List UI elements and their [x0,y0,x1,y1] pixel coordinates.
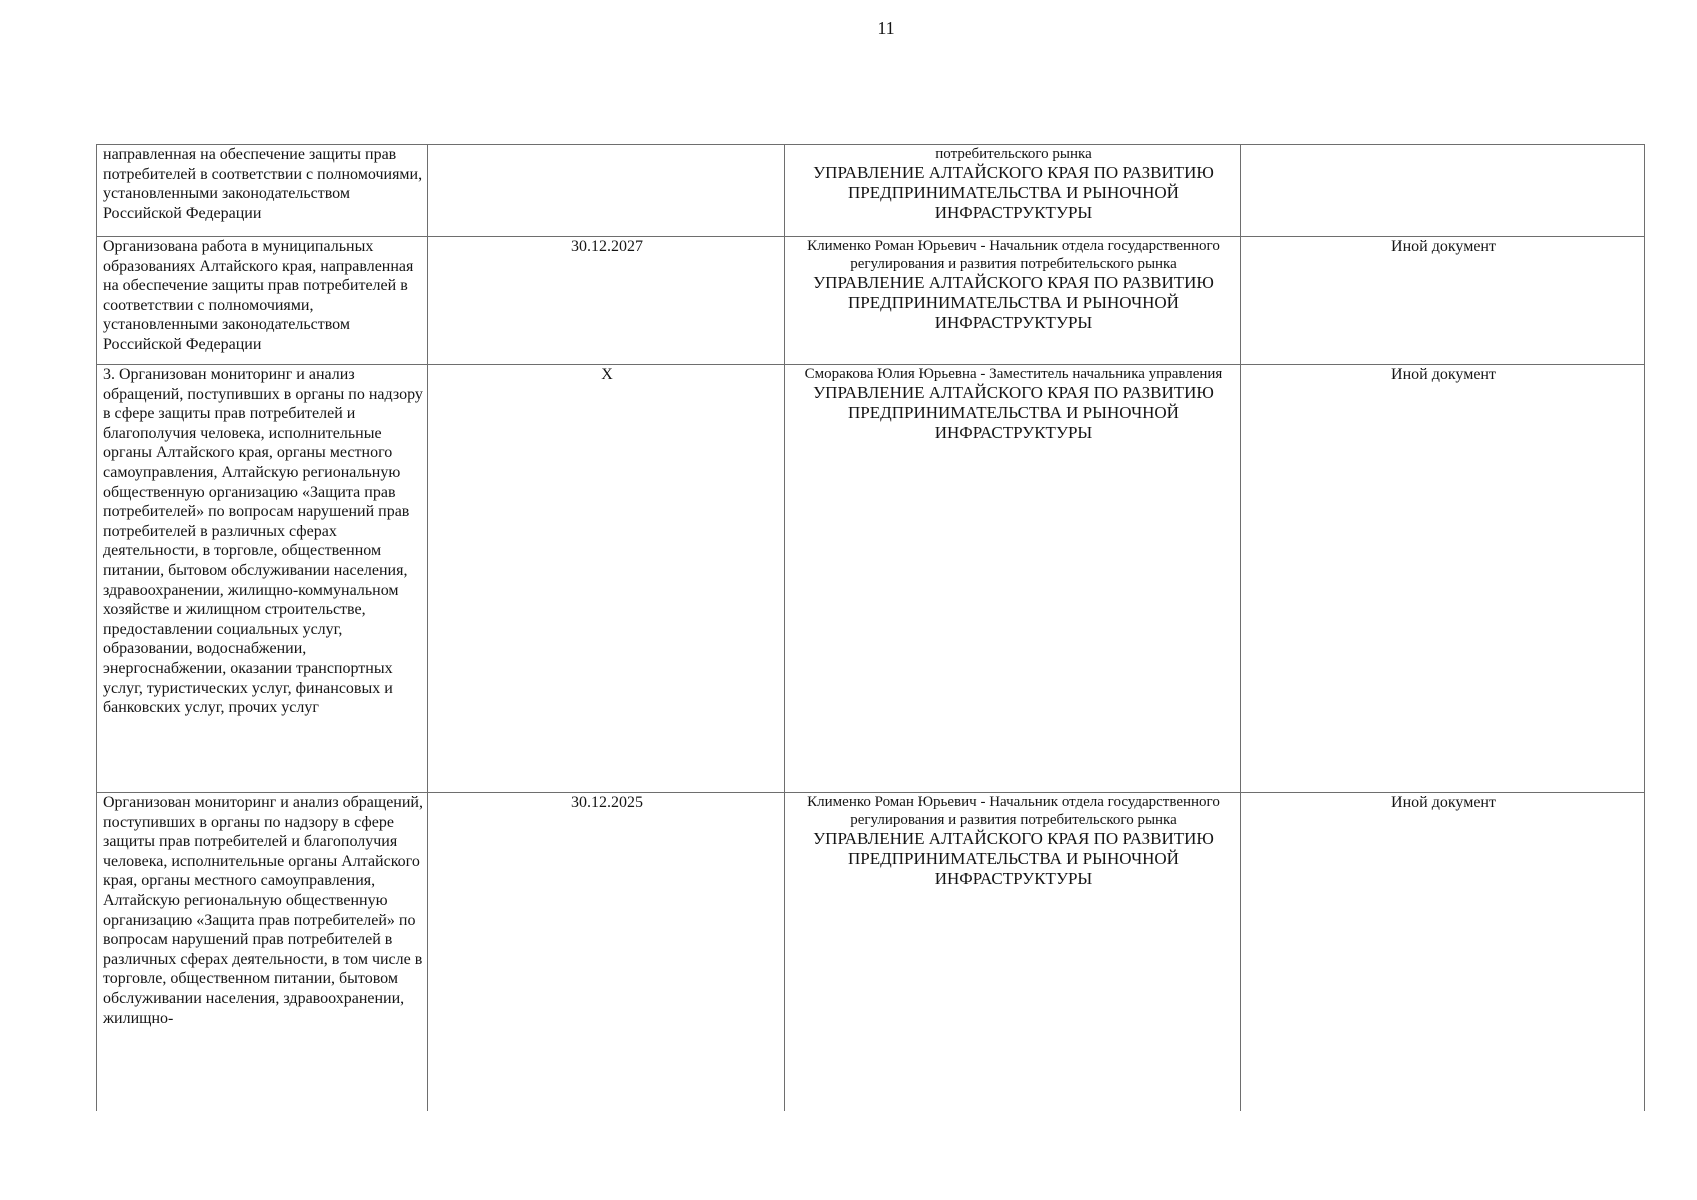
responsible-org: УПРАВЛЕНИЕ АЛТАЙСКОГО КРАЯ ПО РАЗВИТИЮ ПРЕДПРИНИМАТЕЛЬСТВА И РЫНОЧНОЙ ИНФРАСТРУКТУРЫ [813,383,1214,442]
responsible-person: Клименко Роман Юрьевич - Начальник отдела государственного регулирования и развития потребительского рынка [807,238,1220,272]
responsible-cell [785,145,1241,237]
result-cell: Организован мониторинг и анализ обращений, поступивших в органы по надзору в сфере защиты прав потребителей и благополучия человека, исполнительные органы Алтайского края, органы местного самоуправления, Алтайскую региональную общественную организацию «Защита прав потребителей» по вопросам нарушений прав потребителей в различных сферах деятельности, в том числе в торговле, общественном питании, бытовом обслуживании населения, здравоохранении, жилищно- [97,793,428,1111]
date-cell: X [428,365,785,793]
table-row [97,145,1645,237]
date-cell: 30.12.2027 [428,237,785,365]
responsible-cell [785,793,1241,1111]
table-row [97,793,1645,1111]
responsible-org: УПРАВЛЕНИЕ АЛТАЙСКОГО КРАЯ ПО РАЗВИТИЮ ПРЕДПРИНИМАТЕЛЬСТВА И РЫНОЧНОЙ ИНФРАСТРУКТУРЫ [813,829,1214,888]
page-number: 11 [877,18,895,38]
responsible-cell [785,237,1241,365]
responsible-person: Клименко Роман Юрьевич - Начальник отдела государственного регулирования и развития потребительского рынка [807,794,1220,828]
document-type: Иной документ [1391,794,1496,811]
document-type: Иной документ [1391,238,1496,255]
document-cell [1241,793,1645,1111]
responsible-org: УПРАВЛЕНИЕ АЛТАЙСКОГО КРАЯ ПО РАЗВИТИЮ ПРЕДПРИНИМАТЕЛЬСТВА И РЫНОЧНОЙ ИНФРАСТРУКТУРЫ [813,273,1214,332]
date-cell: 30.12.2025 [428,793,785,1111]
document-cell [1241,365,1645,793]
result-cell: 3. Организован мониторинг и анализ обращений, поступивших в органы по надзору в сфере защиты прав потребителей и благополучия человека, исполнительные органы Алтайского края, органы местного самоуправления, Алтайскую региональную общественную организацию «Защита прав потребителей» по вопросам нарушений прав потребителей в различных сферах деятельности, в торговле, общественном питании, бытовом обслуживании населения, здравоохранении, жилищно-коммунальном хозяйстве и жилищном строительстве, предоставлении социальных услуг, образовании, водоснабжении, энергоснабжении, оказании транспортных услуг, туристических услуг, финансовых и банковских услуг, прочих услуг [97,365,428,793]
responsible-org: УПРАВЛЕНИЕ АЛТАЙСКОГО КРАЯ ПО РАЗВИТИЮ ПРЕДПРИНИМАТЕЛЬСТВА И РЫНОЧНОЙ ИНФРАСТРУКТУРЫ [813,163,1214,222]
result-cell: направленная на обеспечение защиты прав потребителей в соответствии с полномочиями, установленными законодательством Российской Федерации [97,145,428,237]
table-row [97,365,1645,793]
document-cell [1241,237,1645,365]
responsible-person: потребительского рынка [935,146,1092,162]
responsible-cell [785,365,1241,793]
date-cell [428,145,785,237]
responsible-person: Сморакова Юлия Юрьевна - Заместитель начальника управления [804,366,1223,382]
table-row [97,237,1645,365]
document-cell [1241,145,1645,237]
document-type: Иной документ [1391,366,1496,383]
plan-table [96,144,1645,1111]
result-cell: Организована работа в муниципальных образованиях Алтайского края, направленная на обеспечение защиты прав потребителей в соответствии с полномочиями, установленными законодательством Российской Федерации [97,237,428,365]
